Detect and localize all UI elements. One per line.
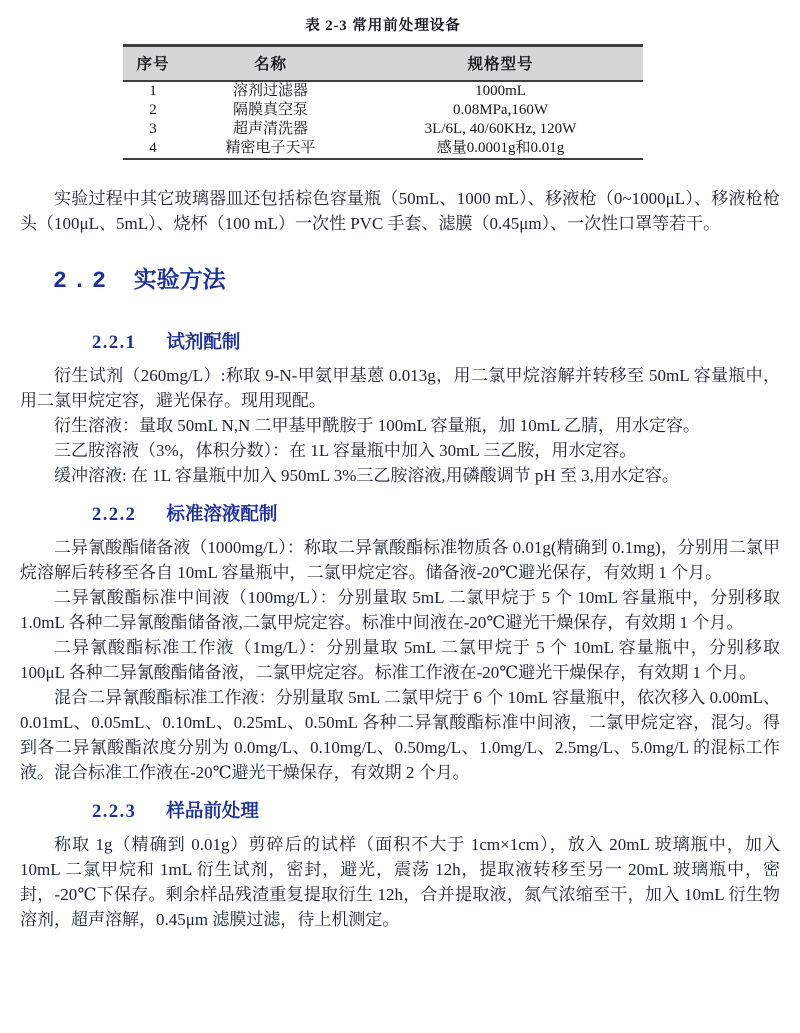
subsection-heading-2-2-1	[92, 329, 780, 356]
table-row	[123, 101, 643, 120]
column-header-name: 名称	[183, 46, 358, 82]
table-cell: 3L/6L, 40/60KHz, 120W	[424, 121, 577, 137]
paragraph: 二异氰酸酯标准中间液（100mg/L）：分别量取 5mL 二氯甲烷于 5 个 10mL 容量瓶中，分别移取 1.0mL 各种二异氰酸酯储备液,二氯甲烷定容。标准中间液在-20℃避光干燥保存，有效期 1 个月。	[20, 588, 780, 632]
table-caption: 表 2-3 常用前处理设备	[305, 18, 461, 34]
equipment-table	[123, 44, 643, 160]
section-number: 2.2	[53, 268, 112, 294]
subsection-heading-2-2-2	[92, 501, 780, 528]
intro-paragraph: 实验过程中其它玻璃器皿还包括棕色容量瓶（50mL、1000 mL）、移液枪（0~1000μL）、移液枪枪头（100μL、5mL）、烧杯（100 mL）一次性 PVC 手套、滤膜（0.45μm）、一次性口罩等若干。	[20, 189, 780, 233]
table-cell: 精密电子天平	[225, 140, 316, 156]
section-title: 实验方法	[133, 266, 226, 292]
column-header-seq: 序号	[123, 46, 183, 82]
table-row	[123, 120, 643, 139]
paragraph: 缓冲溶液: 在 1L 容量瓶中加入 950mL 3%三乙胺溶液,用磷酸调节 pH 至 3,用水定容。	[54, 466, 679, 485]
subsection-title: 样品前处理	[166, 800, 259, 821]
subsection-number: 2.2.1	[92, 333, 137, 353]
table-header-row	[123, 46, 643, 82]
table-cell: 溶剂过滤器	[232, 83, 308, 99]
paragraph: 混合二异氰酸酯标准工作液：分别量取 5mL 二氯甲烷于 6 个 10mL 容量瓶中，依次移入 0.00mL、0.01mL、0.05mL、0.10mL、0.25mL、0.50mL 各种二异氰酸酯标准中间液，二氯甲烷定容，混匀。得到各二异氰酸酯浓度分别为 0.0mg/L、0.10mg/L、0.50mg/L、1.0mg/L、2.5mg/L、5.0mg/L 的混标工作液。混合标准工作液在-20℃避光干燥保存，有效期 2 个月。	[20, 688, 780, 782]
table-cell: 隔膜真空泵	[232, 102, 308, 118]
table-cell: 0.08MPa,160W	[453, 102, 548, 118]
subsection-heading-2-2-3	[92, 798, 780, 825]
table-row	[123, 139, 643, 159]
paragraph: 衍生试剂（260mg/L）:称取 9-N-甲氨甲基蒽 0.013g，用二氯甲烷溶解并转移至 50mL 容量瓶中，用二氯甲烷定容，避光保存。现用现配。	[20, 366, 780, 410]
subsection-number: 2.2.2	[92, 505, 137, 525]
paragraph: 衍生溶液：量取 50mL N,N 二甲基甲酰胺于 100mL 容量瓶，加 10mL 乙腈，用水定容。	[54, 416, 700, 435]
paragraph: 称取 1g（精确到 0.01g）剪碎后的试样（面积不大于 1cm×1cm），放入 20mL 玻璃瓶中，加入 10mL 二氯甲烷和 1mL 衍生试剂，密封，避光，震荡 12h，提取液转移至另一 20mL 玻璃瓶中，密封，-20℃下保存。剩余样品残渣重复提取衍生 12h，合并提取液，氮气浓缩至干，加入 10mL 衍生物溶剂，超声溶解，0.45μm 滤膜过滤，待上机测定。	[20, 835, 780, 929]
paragraph: 二异氰酸酯标准工作液（1mg/L）：分别量取 5mL 二氯甲烷于 5 个 10mL 容量瓶中，分别移取 100μL 各种二异氰酸酯储备液，二氯甲烷定容。标准工作液在-20℃避光干燥保存，有效期 1 个月。	[20, 638, 780, 682]
paragraph: 三乙胺溶液（3%，体积分数）：在 1L 容量瓶中加入 30mL 三乙胺，用水定容。	[54, 441, 637, 460]
table-cell: 2	[149, 102, 157, 118]
subsection-title: 试剂配制	[166, 331, 241, 352]
section-heading-2-2	[53, 264, 780, 296]
subsection-number: 2.2.3	[92, 802, 137, 822]
subsection-title: 标准溶液配制	[166, 503, 278, 524]
table-cell: 4	[149, 140, 157, 156]
table-cell: 1000mL	[475, 83, 526, 99]
equipment-table-block	[123, 14, 643, 160]
table-row	[123, 81, 643, 101]
paragraph: 二异氰酸酯储备液（1000mg/L）：称取二异氰酸酯标准物质各 0.01g(精确到 0.1mg)，分别用二氯甲烷溶解后转移至各自 10mL 容量瓶中，二氯甲烷定容。储备液-20℃避光保存，有效期 1 个月。	[20, 538, 780, 582]
table-cell: 3	[149, 121, 157, 137]
table-cell: 感量0.0001g和0.01g	[436, 140, 565, 156]
table-cell: 超声清洗器	[232, 121, 308, 137]
table-cell: 1	[149, 83, 157, 99]
column-header-spec: 规格型号	[358, 46, 643, 82]
